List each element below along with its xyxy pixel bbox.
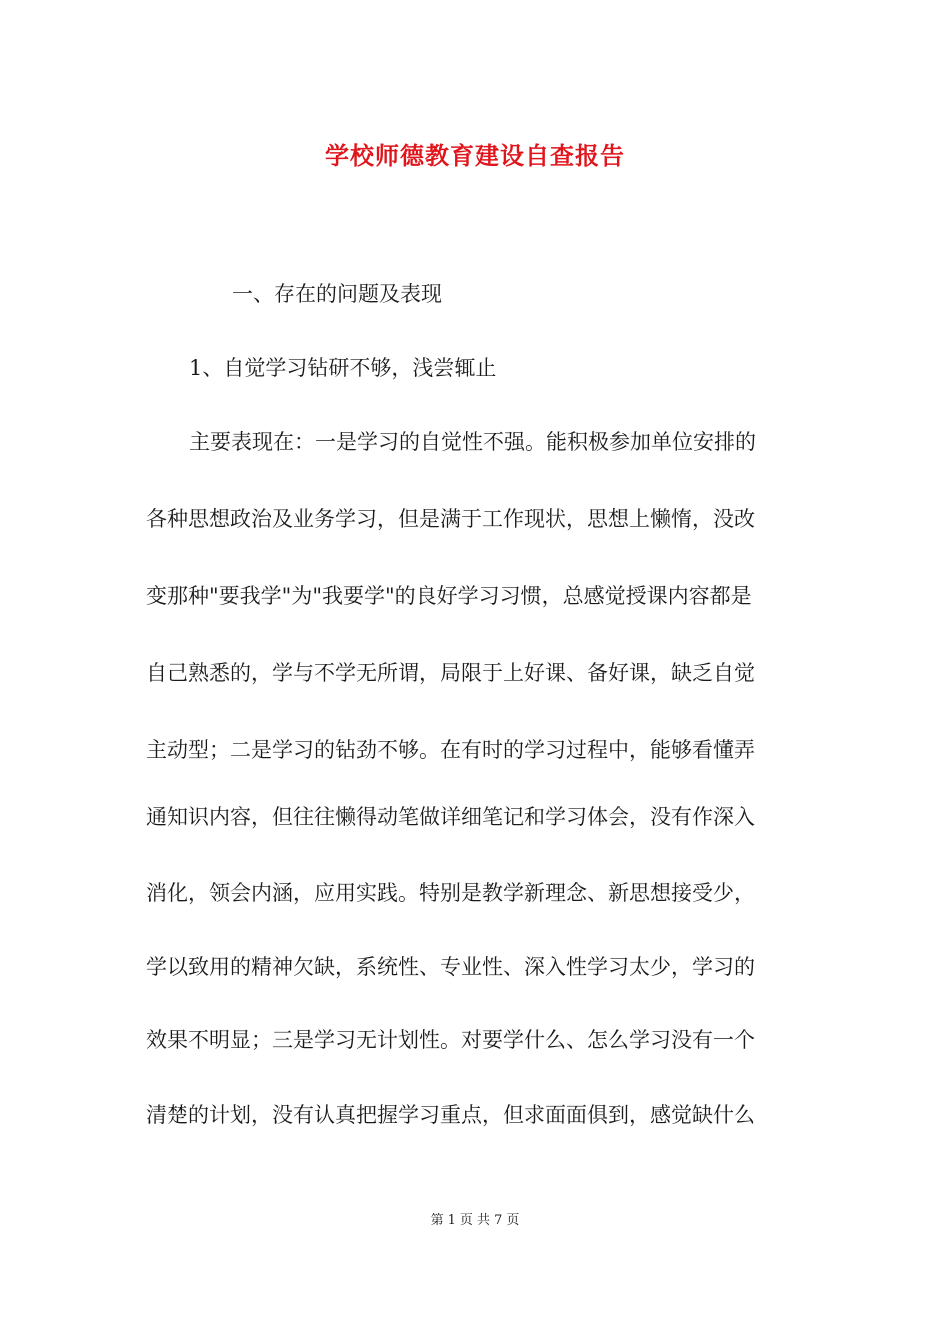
page-footer xyxy=(0,1209,950,1228)
body-line: 自己熟悉的，学与不学无所谓，局限于上好课、备好课，缺乏自觉 xyxy=(146,661,755,685)
body-line: 通知识内容，但往往懒得动笔做详细笔记和学习体会，没有作深入 xyxy=(146,805,755,829)
subsection-heading: 1、自觉学习钻研不够，浅尝辄止 xyxy=(189,356,497,380)
body-line: 各种思想政治及业务学习，但是满于工作现状，思想上懒惰，没改 xyxy=(146,507,755,531)
document-title: 学校师德教育建设自查报告 xyxy=(325,141,625,170)
body-line: 学以致用的精神欠缺，系统性、专业性、深入性学习太少，学习的 xyxy=(146,955,755,979)
footer-suffix: 页 xyxy=(506,1213,520,1228)
body-line: 效果不明显；三是学习无计划性。对要学什么、怎么学习没有一个 xyxy=(146,1028,755,1052)
total-pages-number: 7 xyxy=(494,1213,503,1228)
body-line: 主要表现在：一是学习的自觉性不强。能积极参加单位安排的 xyxy=(189,430,756,454)
footer-mid: 页 共 xyxy=(459,1213,491,1228)
body-line: 主动型；二是学习的钻劲不够。在有时的学习过程中，能够看懂弄 xyxy=(146,738,755,762)
footer-prefix: 第 xyxy=(430,1213,444,1228)
section-heading: 一、存在的问题及表现 xyxy=(232,282,442,306)
body-line: 消化，领会内涵，应用实践。特别是教学新理念、新思想接受少， xyxy=(146,881,755,905)
body-line: 变那种"要我学"为"我要学"的良好学习习惯，总感觉授课内容都是 xyxy=(146,584,752,608)
body-line: 清楚的计划，没有认真把握学习重点，但求面面俱到，感觉缺什么 xyxy=(146,1103,755,1127)
current-page-number: 1 xyxy=(447,1213,456,1228)
